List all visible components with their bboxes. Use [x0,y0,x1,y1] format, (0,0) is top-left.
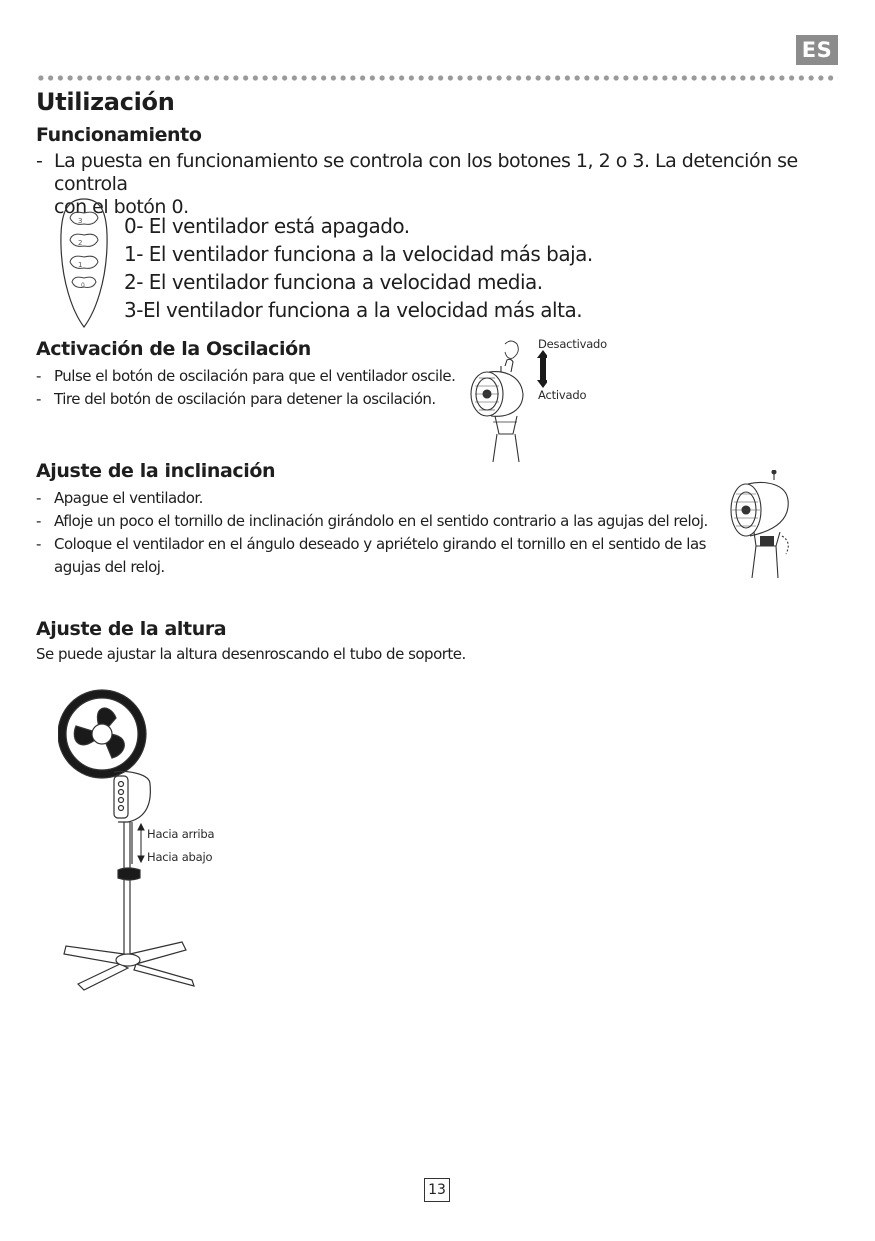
inclinacion-item-3-cont: agujas del reloj. [54,558,165,576]
inclinacion-item-1: Apague el ventilador. [54,489,203,507]
label-hacia-abajo: Hacia abajo [147,850,213,864]
list-item [36,365,476,388]
remote-button-0: 0 [81,282,85,289]
speed-list [124,212,593,324]
dash: - [36,367,41,385]
funcionamiento-line-2: con el botón 0. [54,196,189,218]
label-activado: Activado [538,388,587,402]
inclinacion-list [36,487,736,579]
language-badge: ES [796,35,838,65]
dash: - [36,535,41,553]
remote-button-1: 1 [78,261,83,269]
section-heading-altura: Ajuste de la altura [36,618,227,640]
dash: - [36,489,41,507]
list-item [36,388,476,411]
dash: - [36,512,41,530]
oscilacion-list [36,365,476,411]
list-item [36,510,736,533]
dash: - [36,390,41,408]
remote-button-3: 3 [78,217,83,225]
list-item [36,487,736,510]
section-heading-oscilacion: Activación de la Oscilación [36,338,311,360]
inclinacion-item-2: Afloje un poco el tornillo de inclinación girándolo en el sentido contrario a las agujas del reloj. [54,512,708,530]
section-heading-funcionamiento: Funcionamiento [36,124,202,146]
speed-item-3: 3-El ventilador funciona a la velocidad más alta. [124,298,583,322]
page-number: 13 [424,1178,450,1202]
list-item [36,533,736,556]
inclinacion-item-3: Coloque el ventilador en el ángulo deseado y apriételo girando el tornillo en el sentido de las [54,535,706,553]
remote-button-2: 2 [78,239,83,247]
dotted-divider [36,75,838,81]
altura-text: Se puede ajustar la altura desenroscando el tubo de soporte. [36,645,466,663]
speed-item-1: 1- El ventilador funciona a la velocidad más baja. [124,242,593,266]
page-title: Utilización [36,88,175,116]
funcionamiento-text [36,150,836,219]
oscilacion-item-1: Pulse el botón de oscilación para que el ventilador oscile. [54,367,456,385]
funcionamiento-line-1: La puesta en funcionamiento se controla con los botones 1, 2 o 3. La detención se controla [54,150,798,195]
oscilacion-item-2: Tire del botón de oscilación para detener la oscilación. [54,390,436,408]
tilt-fan-illustration [726,470,794,578]
dash: - [36,150,43,172]
label-hacia-arriba: Hacia arriba [147,827,215,841]
section-heading-inclinacion: Ajuste de la inclinación [36,460,276,482]
speed-item-2: 2- El ventilador funciona a velocidad media. [124,270,543,294]
oscillation-fan-illustration [465,336,547,462]
remote-control-illustration [56,196,112,330]
label-desactivado: Desactivado [538,337,607,351]
speed-item-0: 0- El ventilador está apagado. [124,214,410,238]
